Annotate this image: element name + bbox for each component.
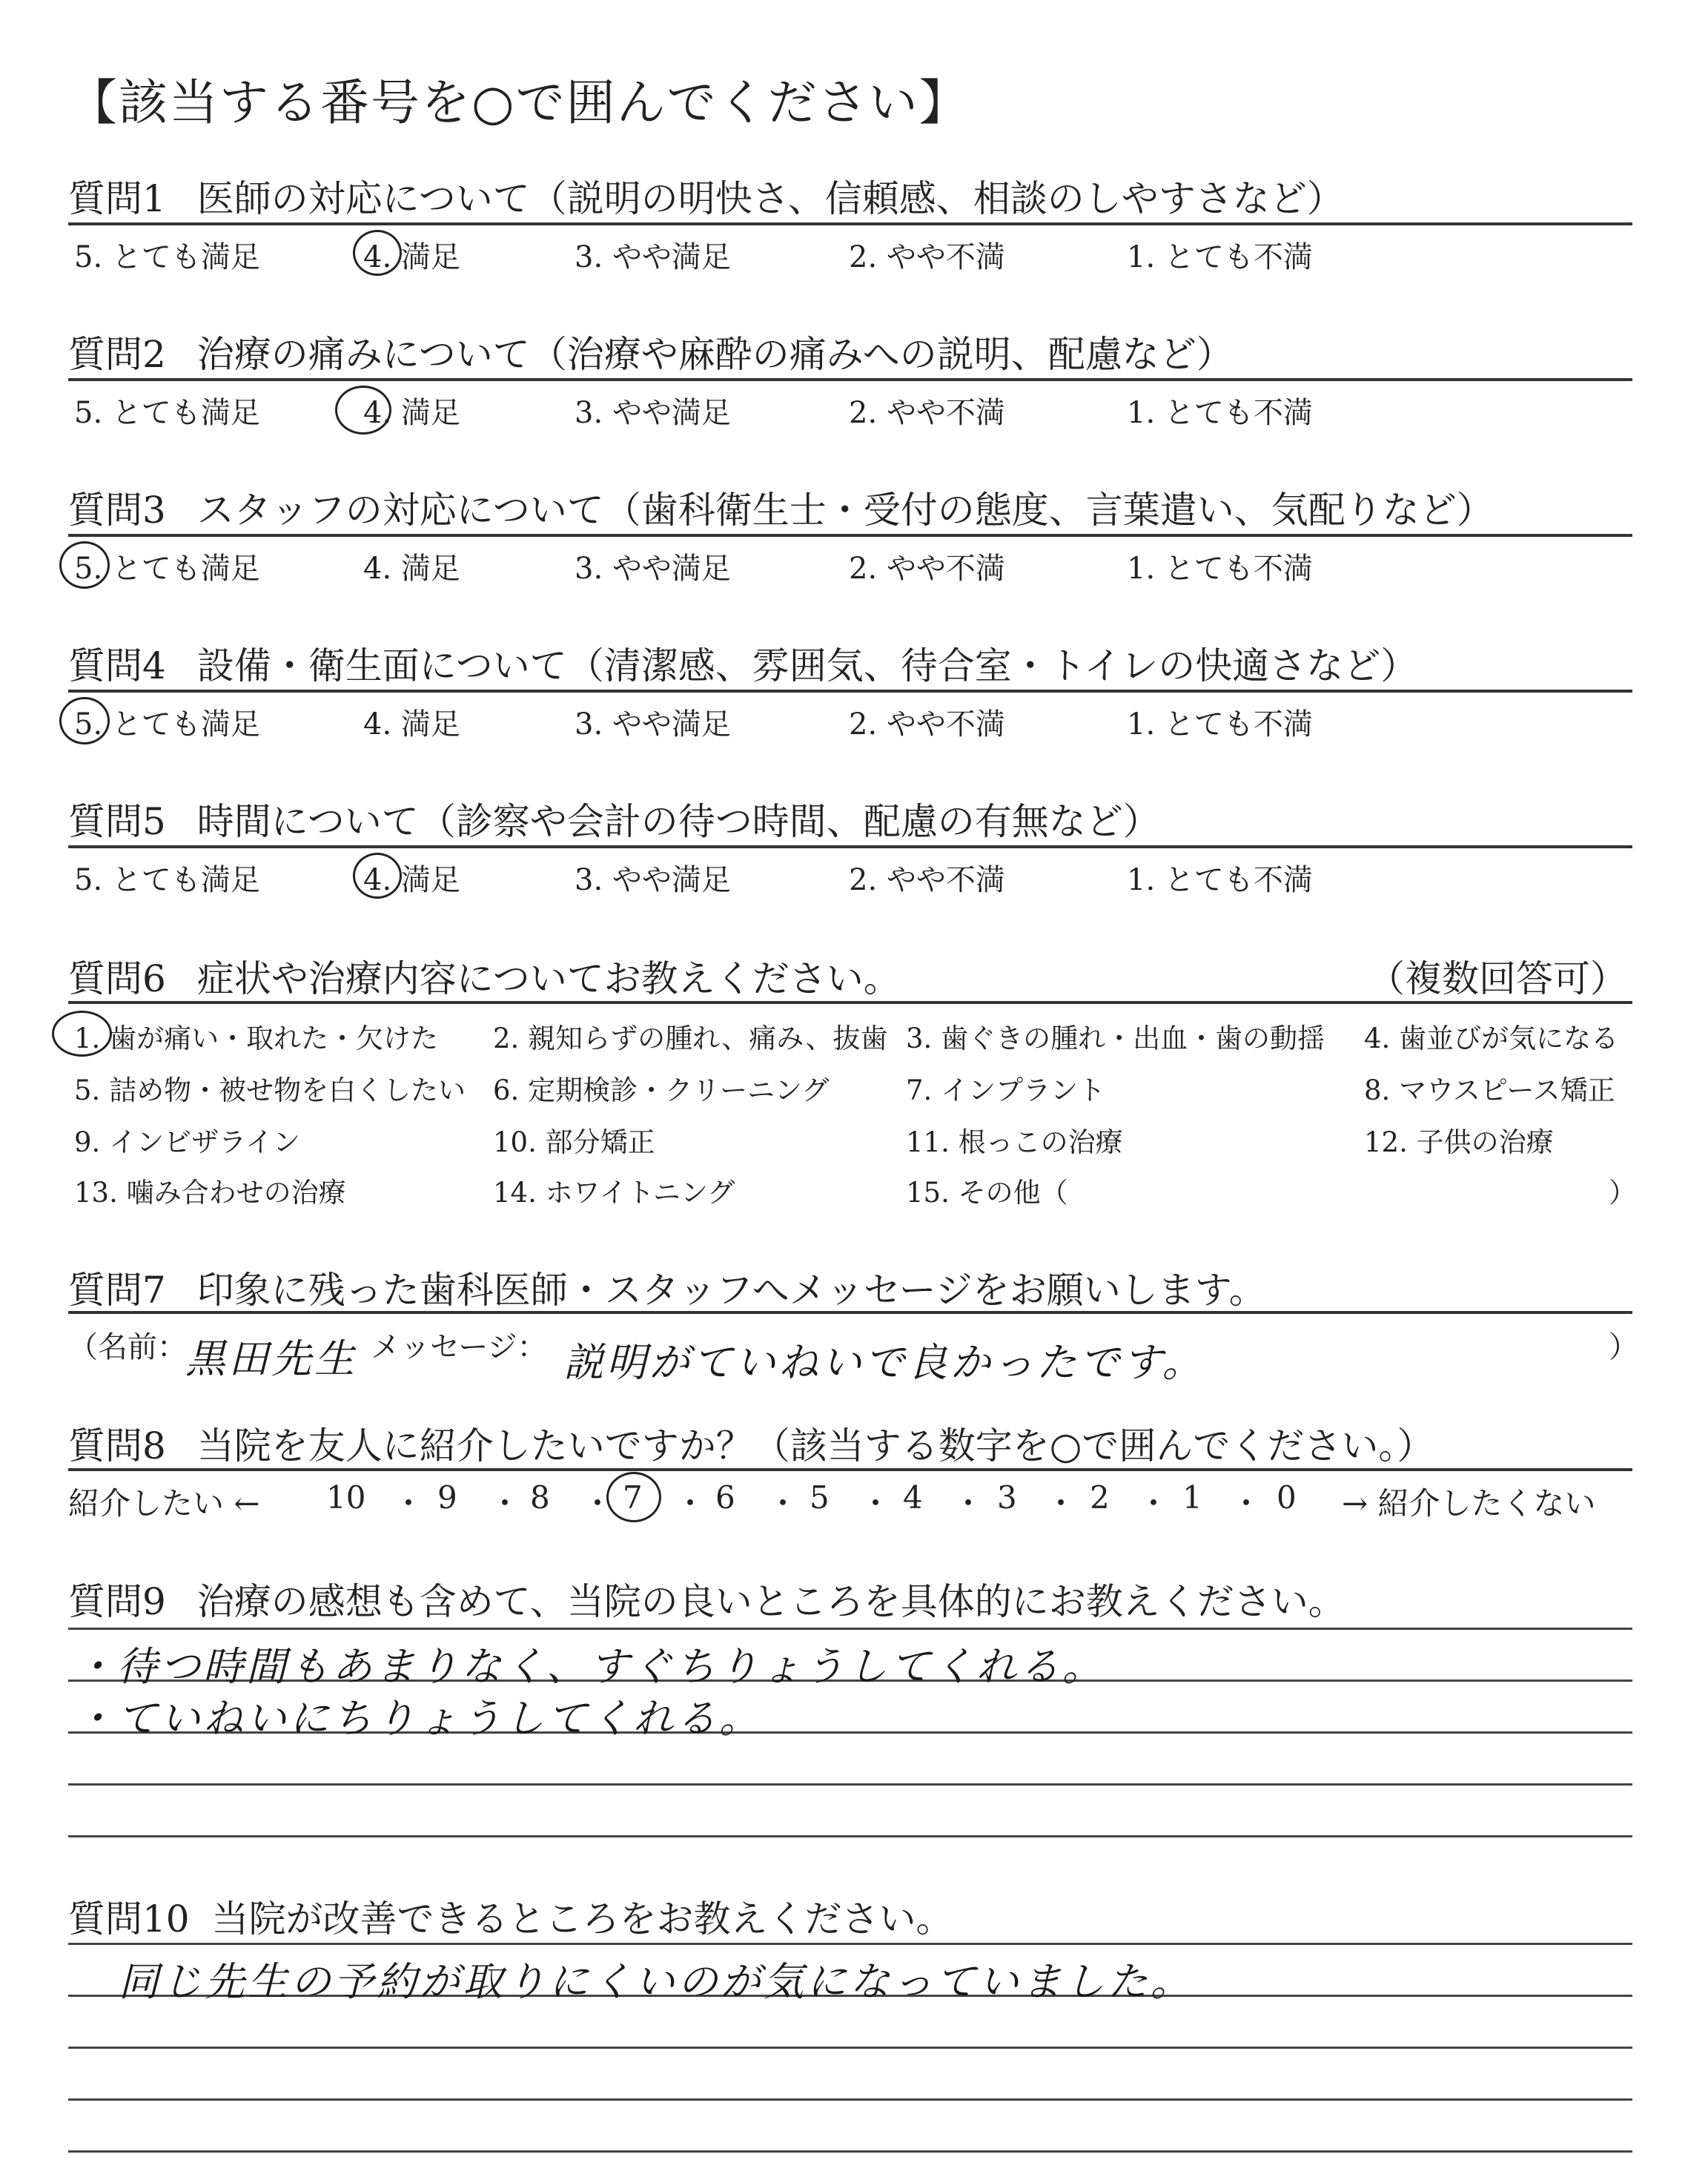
q6-option-4[interactable]: 4. 歯並びが気になる xyxy=(1364,1023,1619,1054)
q2-option-5[interactable]: 5. とても満足 xyxy=(74,396,260,430)
q6-label: 質問6 xyxy=(68,957,166,1000)
q5-option-3[interactable]: 3. やや満足 xyxy=(575,863,731,897)
q4-rule xyxy=(68,690,1632,693)
q6-option-1[interactable]: 1. 歯が痛い・取れた・欠けた xyxy=(74,1023,439,1054)
q6-rule xyxy=(68,1001,1632,1004)
q6-option-10[interactable]: 10. 部分矯正 xyxy=(493,1126,655,1158)
q5-label: 質問5 xyxy=(68,800,166,843)
q7-name-label: （名前： xyxy=(68,1330,187,1364)
q7-close-paren: ） xyxy=(1609,1330,1638,1364)
q9-label: 質問9 xyxy=(68,1580,166,1623)
q3-selected-circle xyxy=(59,541,110,589)
q4-text: 設備・衛生面について（清潔感、雰囲気、待合室・トイレの快適さなど） xyxy=(196,644,1418,687)
q4-option-3[interactable]: 3. やや満足 xyxy=(575,707,731,742)
q6-option-9[interactable]: 9. インビザライン xyxy=(74,1126,300,1158)
q8-score-4[interactable]: 4 xyxy=(903,1479,923,1516)
q8-score-2[interactable]: 2 xyxy=(1090,1479,1110,1516)
q3-option-5[interactable]: 5. とても満足 xyxy=(74,552,260,586)
q4-option-1[interactable]: 1. とても不満 xyxy=(1127,707,1313,742)
q8-score-5[interactable]: 5 xyxy=(810,1479,830,1516)
q8-separator: ・ xyxy=(582,1485,614,1522)
q10-answer-1[interactable]: 同じ先生の予約が取りにくいのが気になっていました。 xyxy=(119,1958,1194,2005)
q2-option-3[interactable]: 3. やや満足 xyxy=(575,396,731,430)
q3-option-4[interactable]: 4. 満足 xyxy=(363,552,460,586)
q2-heading xyxy=(68,325,1234,378)
q7-label: 質問7 xyxy=(68,1269,166,1312)
q1-option-2[interactable]: 2. やや不満 xyxy=(849,240,1005,274)
q8-score-7[interactable]: 7 xyxy=(623,1479,643,1516)
q6-other-close-paren: ） xyxy=(1609,1177,1636,1209)
q8-score-8[interactable]: 8 xyxy=(530,1479,550,1516)
q5-heading xyxy=(68,792,1160,845)
q8-label: 質問8 xyxy=(68,1424,166,1467)
q6-option-6[interactable]: 6. 定期検診・クリーニング xyxy=(493,1074,830,1106)
q10-line xyxy=(68,1943,1632,1945)
q8-separator: ・ xyxy=(1045,1485,1077,1522)
q2-selected-circle xyxy=(335,386,391,435)
q7-message-label: メッセージ： xyxy=(371,1330,547,1364)
q8-score-9[interactable]: 9 xyxy=(437,1479,457,1516)
q1-selected-circle xyxy=(353,230,402,276)
q8-heading xyxy=(68,1416,1434,1470)
q1-heading xyxy=(68,169,1344,222)
q1-option-4[interactable]: 4. 満足 xyxy=(363,240,460,274)
q8-score-0[interactable]: 0 xyxy=(1277,1479,1297,1516)
q6-option-15[interactable]: 15. その他（ xyxy=(906,1177,1068,1209)
q6-option-8[interactable]: 8. マウスピース矯正 xyxy=(1364,1074,1615,1106)
q9-line xyxy=(68,1835,1632,1837)
q8-separator: ・ xyxy=(860,1485,892,1522)
q1-option-3[interactable]: 3. やや満足 xyxy=(575,240,731,274)
q9-answer-2[interactable]: ・ていねいにちりょうしてくれる。 xyxy=(74,1695,762,1742)
q6-option-3[interactable]: 3. 歯ぐきの腫れ・出血・歯の動揺 xyxy=(906,1023,1325,1054)
q6-option-7[interactable]: 7. インプラント xyxy=(906,1074,1106,1106)
q8-rule xyxy=(68,1468,1632,1471)
q10-line xyxy=(68,2047,1632,2049)
q10-text: 当院が改善できるところをお教えください。 xyxy=(211,1898,953,1941)
q8-score-1[interactable]: 1 xyxy=(1182,1479,1202,1516)
q7-message-value[interactable]: 説明がていねいで良かったです。 xyxy=(563,1339,1205,1386)
q3-option-2[interactable]: 2. やや不満 xyxy=(849,552,1005,586)
q2-text: 治療の痛みについて（治療や麻酔の痛みへの説明、配慮など） xyxy=(196,333,1234,376)
q6-option-14[interactable]: 14. ホワイトニング xyxy=(493,1177,735,1209)
q6-option-11[interactable]: 11. 根っこの治療 xyxy=(906,1126,1123,1158)
q2-label: 質問2 xyxy=(68,333,166,376)
q10-line xyxy=(68,2150,1632,2153)
q3-text: スタッフの対応について（歯科衛生士・受付の態度、言葉遣い、気配りなど） xyxy=(196,489,1494,532)
q4-heading xyxy=(68,636,1417,690)
q1-option-1[interactable]: 1. とても不満 xyxy=(1127,240,1313,274)
q2-option-2[interactable]: 2. やや不満 xyxy=(849,396,1005,430)
q8-separator: ・ xyxy=(1231,1485,1262,1522)
q9-heading xyxy=(68,1572,1345,1625)
q8-separator: ・ xyxy=(1138,1485,1170,1522)
q4-label: 質問4 xyxy=(68,644,166,687)
q3-label: 質問3 xyxy=(68,489,166,532)
q2-option-1[interactable]: 1. とても不満 xyxy=(1127,396,1313,430)
q5-rule xyxy=(68,845,1632,848)
q7-rule xyxy=(68,1311,1632,1314)
q9-line xyxy=(68,1783,1632,1786)
q10-line xyxy=(68,2098,1632,2101)
q3-option-1[interactable]: 1. とても不満 xyxy=(1127,552,1313,586)
q8-score-3[interactable]: 3 xyxy=(997,1479,1017,1516)
q9-text: 治療の感想も含めて、当院の良いところを具体的にお教えください。 xyxy=(196,1580,1345,1623)
q7-name-value[interactable]: 黒田先生 xyxy=(185,1335,357,1382)
q6-option-12[interactable]: 12. 子供の治療 xyxy=(1364,1126,1554,1158)
q5-selected-circle xyxy=(353,853,402,899)
q6-option-13[interactable]: 13. 噛み合わせの治療 xyxy=(74,1177,346,1209)
q1-label: 質問1 xyxy=(68,177,166,220)
q8-selected-circle xyxy=(606,1472,661,1522)
q2-option-4[interactable]: 4. 満足 xyxy=(363,396,460,430)
q9-line xyxy=(68,1628,1632,1630)
q10-heading xyxy=(68,1889,953,1943)
q7-text: 印象に残った歯科医師・スタッフへメッセージをお願いします。 xyxy=(196,1269,1266,1312)
q6-selected-circle xyxy=(52,1011,112,1057)
q6-option-2[interactable]: 2. 親知らずの腫れ、痛み、抜歯 xyxy=(493,1023,888,1054)
q8-right-label: → 紹介したくない xyxy=(1342,1485,1596,1522)
q8-separator: ・ xyxy=(953,1485,984,1522)
q5-option-2[interactable]: 2. やや不満 xyxy=(849,863,1005,897)
q8-score-6[interactable]: 6 xyxy=(715,1479,735,1516)
q3-option-3[interactable]: 3. やや満足 xyxy=(575,552,731,586)
q6-heading xyxy=(68,949,901,1003)
q8-separator: ・ xyxy=(489,1485,521,1522)
q4-option-5[interactable]: 5. とても満足 xyxy=(74,707,260,742)
q6-text: 症状や治療内容についてお教えください。 xyxy=(196,957,901,1000)
q8-text: 当院を友人に紹介したいですか？（該当する数字を○で囲んでください。） xyxy=(196,1424,1434,1467)
q9-answer-1[interactable]: ・待つ時間もあまりなく、すぐちりょうしてくれる。 xyxy=(74,1643,1105,1690)
q8-separator: ・ xyxy=(393,1485,425,1522)
q3-heading xyxy=(68,480,1494,534)
q7-heading xyxy=(68,1261,1266,1314)
q8-left-label: 紹介したい ← xyxy=(68,1485,260,1522)
q8-score-10[interactable]: 10 xyxy=(326,1479,366,1516)
q5-option-1[interactable]: 1. とても不満 xyxy=(1127,863,1313,897)
q8-separator: ・ xyxy=(675,1485,706,1522)
q4-selected-circle xyxy=(59,697,110,744)
q6-note: （複数回答可） xyxy=(1368,957,1627,1000)
q1-text: 医師の対応について（説明の明快さ、信頼感、相談のしやすさなど） xyxy=(196,177,1344,220)
q4-option-2[interactable]: 2. やや不満 xyxy=(849,707,1005,742)
form-title: 【該当する番号を○で囲んでください】 xyxy=(68,74,970,131)
q2-rule xyxy=(68,378,1632,381)
q5-text: 時間について（診察や会計の待つ時間、配慮の有無など） xyxy=(196,800,1160,843)
q1-rule xyxy=(68,222,1632,225)
q3-rule xyxy=(68,534,1632,537)
q4-option-4[interactable]: 4. 満足 xyxy=(363,707,460,742)
q6-option-5[interactable]: 5. 詰め物・被せ物を白くしたい xyxy=(74,1074,466,1106)
q10-label: 質問10 xyxy=(68,1898,190,1941)
q8-separator: ・ xyxy=(767,1485,799,1522)
q5-option-4[interactable]: 4. 満足 xyxy=(363,863,460,897)
q1-option-5[interactable]: 5. とても満足 xyxy=(74,240,260,274)
q5-option-5[interactable]: 5. とても満足 xyxy=(74,863,260,897)
